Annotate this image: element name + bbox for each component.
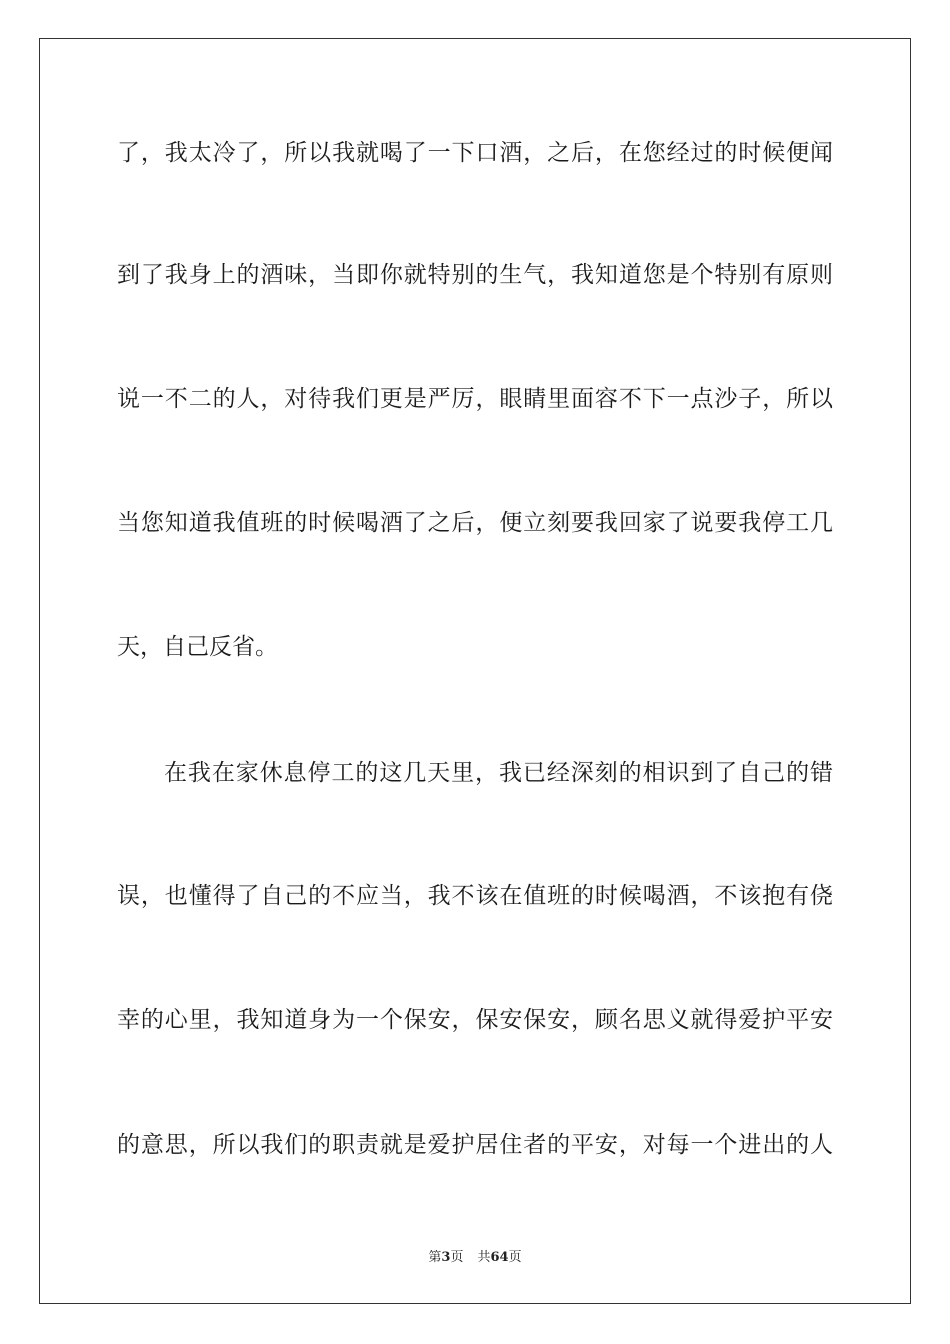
text-line-6: 在我在家休息停工的这几天里，我已经深刻的相识到了自己的错 bbox=[164, 760, 833, 786]
text-line-1: 了，我太冷了，所以我就喝了一下口酒，之后，在您经过的时候便闻 bbox=[117, 140, 833, 166]
text-line-9: 的意思，所以我们的职责就是爱护居住者的平安，对每一个进出的人 bbox=[117, 1132, 833, 1158]
page-suffix: 页 bbox=[450, 1250, 464, 1265]
total-prefix: 共 bbox=[477, 1250, 491, 1265]
page-border bbox=[39, 38, 911, 1304]
page-number: 3 bbox=[441, 1250, 451, 1265]
page-footer bbox=[0, 1246, 950, 1265]
text-line-4: 当您知道我值班的时候喝酒了之后，便立刻要我回家了说要我停工几 bbox=[117, 510, 833, 536]
text-line-5: 天，自己反省。 bbox=[117, 634, 278, 660]
total-pages: 64 bbox=[490, 1250, 509, 1265]
text-line-3: 说一不二的人，对待我们更是严厉，眼睛里面容不下一点沙子，所以 bbox=[117, 386, 833, 412]
text-line-2: 到了我身上的酒味，当即你就特别的生气，我知道您是个特别有原则 bbox=[117, 262, 833, 288]
total-suffix: 页 bbox=[508, 1250, 522, 1265]
text-line-7: 误，也懂得了自己的不应当，我不该在值班的时候喝酒，不该抱有侥 bbox=[117, 883, 833, 909]
page-prefix: 第 bbox=[428, 1250, 442, 1265]
text-line-8: 幸的心里，我知道身为一个保安，保安保安，顾名思义就得爱护平安 bbox=[117, 1007, 833, 1033]
